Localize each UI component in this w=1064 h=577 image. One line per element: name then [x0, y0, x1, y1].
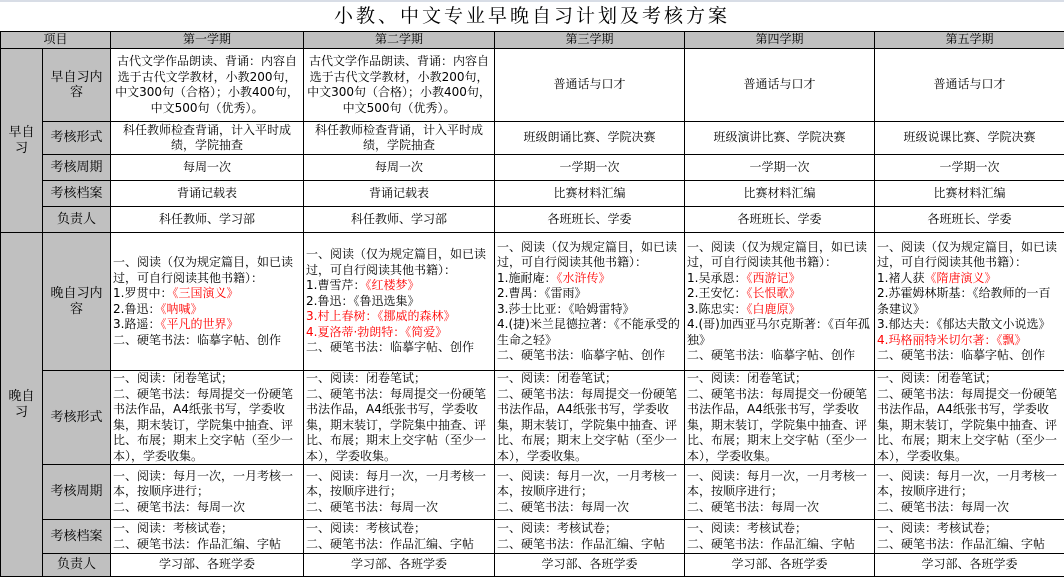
book-item	[113, 317, 301, 333]
book-item	[497, 302, 682, 318]
evening-content-cell	[495, 233, 685, 371]
book-item	[687, 302, 872, 318]
header-semester-2: 第二学期	[304, 32, 495, 49]
book-title: 《白鹿原》	[746, 302, 800, 316]
cell: 普通话与口才	[495, 49, 685, 122]
cell: 古代文学作品朗读、背诵：内容自选于古代文学教材，小教200句，中文300句（合格）；小教400句，中文500句（优秀）。	[111, 49, 304, 122]
cell-line: 一、阅读：闭卷笔试；	[113, 371, 301, 387]
cell: 学习部、各班学委	[875, 554, 1064, 577]
group-morning: 早自习	[1, 49, 43, 233]
book-item	[497, 317, 682, 348]
cell: 各班班长、学委	[495, 207, 685, 233]
row-label: 考核档案	[43, 520, 111, 554]
book-item	[113, 286, 301, 302]
cell-line: 一、阅读：考核试卷；	[113, 521, 301, 537]
book-author: 4.玛格丽特米切尔著：	[877, 333, 996, 347]
book-item	[877, 333, 1062, 349]
cell-line: 一、阅读：每月一次，一月考核一本，按顺序进行；	[877, 469, 1062, 500]
calligraphy-line: 二、硬笔书法：临摹字帖、创作	[497, 348, 682, 364]
cell-line: 二、硬笔书法：每周提交一份硬笔书法作品，A4纸张书写，学委收集，期末装订，学院集中抽查、评比、布展；期末上交字帖（至少一本），学委收集。	[113, 387, 301, 465]
cell: 科任教师、学习部	[111, 207, 304, 233]
book-title: 《挪威的森林》	[377, 309, 455, 323]
row-label: 晚自习内容	[43, 233, 111, 371]
reading-intro: 一、阅读（仅为规定篇目，如已读过，可自行阅读其他书籍）：	[306, 247, 486, 277]
book-author: 1.曹雪芹：	[306, 278, 365, 292]
book-item	[877, 286, 1062, 317]
book-item	[306, 278, 492, 294]
book-author: 1.吴承恩：	[687, 271, 746, 285]
cell-line: 二、硬笔书法：每周一次	[497, 500, 682, 516]
book-author: 4.(捷)米兰昆德拉著：	[497, 317, 614, 331]
cell: 古代文学作品朗读、背诵：内容自选于古代文学教材，小教200句，中文300句（合格）；小教400句，中文500句（优秀）。	[304, 49, 495, 122]
book-title: 《郁达夫散文小说选》	[936, 317, 1050, 331]
cell: 学习部、各班学委	[685, 554, 875, 577]
cell-line: 一、阅读：考核试卷；	[306, 521, 492, 537]
cell: 班级演讲比赛、学院决赛	[685, 122, 875, 155]
row-label: 考核形式	[43, 122, 111, 155]
cell-line: 一、阅读：每月一次，一月考核一本，按顺序进行；	[306, 469, 492, 500]
row-label: 考核周期	[43, 465, 111, 520]
calligraphy-line: 二、硬笔书法：临摹字帖、创作	[306, 340, 492, 356]
book-item	[687, 271, 872, 287]
reading-intro: 一、阅读（仅为规定篇目，如已读过，可自行阅读其他书籍）：	[877, 240, 1057, 270]
cell	[495, 371, 685, 465]
cell: 一学期一次	[685, 155, 875, 181]
cell	[111, 520, 304, 554]
book-author: 2.苏霍姆林斯基：	[877, 286, 972, 300]
header-row	[1, 32, 1064, 49]
evening-cycle-row	[1, 465, 1064, 520]
cell-line: 一、阅读：考核试卷；	[497, 521, 682, 537]
cell: 比赛材料汇编	[875, 181, 1064, 207]
book-author: 1.罗贯中：	[113, 286, 172, 300]
cell: 科任教师检查背诵，计入平时成绩，学院抽查	[304, 122, 495, 155]
cell: 学习部、各班学委	[111, 554, 304, 577]
book-title: 《平凡的世界》	[160, 317, 238, 331]
cell: 一学期一次	[495, 155, 685, 181]
cell: 班级说课比赛、学院决赛	[875, 122, 1064, 155]
evening-owner-row	[1, 554, 1064, 577]
book-author: 1.褚人获	[877, 271, 924, 285]
book-item	[306, 325, 492, 341]
row-label: 考核形式	[43, 371, 111, 465]
cell	[304, 465, 495, 520]
book-author: 3.陈忠实：	[687, 302, 746, 316]
book-author: 3.郁达夫：	[877, 317, 936, 331]
row-label: 负责人	[43, 207, 111, 233]
cell-line: 一、阅读：每月一次，一月考核一本，按顺序进行；	[113, 469, 301, 500]
row-label: 考核周期	[43, 155, 111, 181]
cell: 学习部、各班学委	[495, 554, 685, 577]
cell-line: 二、硬笔书法：作品汇编、字帖	[497, 537, 682, 553]
book-title: 《飘》	[996, 333, 1026, 347]
cell-line: 二、硬笔书法：作品汇编、字帖	[877, 537, 1062, 553]
header-item: 项目	[1, 32, 111, 49]
book-title: 《呐喊》	[160, 302, 202, 316]
cell: 比赛材料汇编	[495, 181, 685, 207]
book-item	[877, 271, 1062, 287]
page-title: 小教、中文专业早晚自习计划及考核方案	[0, 0, 1064, 31]
cell-line: 二、硬笔书法：每周提交一份硬笔书法作品，A4纸张书写，学委收集，期末装订，学院集中抽查、评比、布展；期末上交字帖（至少一本），学委收集。	[497, 387, 682, 465]
cell-line: 二、硬笔书法：每周提交一份硬笔书法作品，A4纸张书写，学委收集，期末装订，学院集中抽查、评比、布展；期末上交字帖（至少一本），学委收集。	[687, 387, 872, 465]
reading-intro: 一、阅读（仅为规定篇目，如已读过，可自行阅读其他书籍）：	[497, 240, 677, 270]
book-title: 《水浒传》	[556, 271, 610, 285]
book-item	[687, 286, 872, 302]
cell-line: 一、阅读：每月一次，一月考核一本，按顺序进行；	[497, 469, 682, 500]
cell-line: 一、阅读：闭卷笔试；	[306, 371, 492, 387]
cell-line: 一、阅读：闭卷笔试；	[687, 371, 872, 387]
cell-line: 二、硬笔书法：每周提交一份硬笔书法作品，A4纸张书写，学委收集，期末装订，学院集中抽查、评比、布展；期末上交字帖（至少一本），学委收集。	[306, 387, 492, 465]
book-item	[497, 286, 682, 302]
cell: 每周一次	[111, 155, 304, 181]
morning-cycle-row	[1, 155, 1064, 181]
cell-line: 一、阅读：闭卷笔试；	[497, 371, 682, 387]
book-author: 4.夏洛蒂·勃朗特：	[306, 325, 405, 339]
book-author: 4.(哥)加西亚马尔克斯著：	[687, 317, 828, 331]
header-semester-1: 第一学期	[111, 32, 304, 49]
morning-assessment-row	[1, 122, 1064, 155]
book-title: 《雷雨》	[544, 286, 586, 300]
book-title: 《给教师的一百条建议》	[877, 286, 1050, 316]
cell: 学习部、各班学委	[304, 554, 495, 577]
cell	[685, 371, 875, 465]
row-label: 考核档案	[43, 181, 111, 207]
book-title: 《哈姆雷特》	[568, 302, 634, 316]
cell-line: 二、硬笔书法：每周提交一份硬笔书法作品，A4纸张书写，学委收集，期末装订，学院集中抽查、评比、布展；期末上交字帖（至少一本），学委收集。	[877, 387, 1062, 465]
group-evening: 晚自习	[1, 233, 43, 577]
book-author: 2.王安忆：	[687, 286, 746, 300]
evening-content-cell	[111, 233, 304, 371]
row-label: 负责人	[43, 554, 111, 577]
morning-owner-row	[1, 207, 1064, 233]
cell	[304, 520, 495, 554]
book-item	[877, 317, 1062, 333]
book-author: 1.施耐庵：	[497, 271, 556, 285]
book-item	[687, 317, 872, 348]
cell: 一学期一次	[875, 155, 1064, 181]
morning-content-row	[1, 49, 1064, 122]
evening-assessment-row	[1, 371, 1064, 465]
cell-line: 二、硬笔书法：每周一次	[877, 500, 1062, 516]
cell-line: 二、硬笔书法：作品汇编、字帖	[113, 537, 301, 553]
book-title: 《不能承受的生命之轻》	[497, 317, 680, 347]
header-semester-3: 第三学期	[495, 32, 685, 49]
calligraphy-line: 二、硬笔书法：临摹字帖、创作	[113, 333, 301, 349]
cell: 比赛材料汇编	[685, 181, 875, 207]
book-item	[497, 271, 682, 287]
book-title: 《百年孤独》	[687, 317, 870, 347]
book-item	[113, 302, 301, 318]
book-author: 2.鲁迅：	[306, 294, 353, 308]
cell-line: 二、硬笔书法：每周一次	[306, 500, 492, 516]
reading-intro: 一、阅读（仅为规定篇目，如已读过，可自行阅读其他书籍）：	[687, 240, 867, 270]
cell: 背诵记载表	[111, 181, 304, 207]
cell-line: 二、硬笔书法：每周一次	[113, 500, 301, 516]
plan-table	[0, 31, 1064, 577]
book-title: 《简爱》	[405, 325, 447, 339]
book-title: 《西游记》	[746, 271, 800, 285]
evening-content-cell	[685, 233, 875, 371]
cell-line: 一、阅读：每月一次，一月考核一本，按顺序进行；	[687, 469, 872, 500]
cell	[875, 371, 1064, 465]
cell-line: 一、阅读：考核试卷；	[877, 521, 1062, 537]
calligraphy-line: 二、硬笔书法：临摹字帖、创作	[877, 348, 1062, 364]
cell-line: 二、硬笔书法：每周一次	[687, 500, 872, 516]
cell: 普通话与口才	[875, 49, 1064, 122]
book-author: 3.村上春树：	[306, 309, 377, 323]
calligraphy-line: 二、硬笔书法：临摹字帖、创作	[687, 348, 872, 364]
cell: 各班班长、学委	[875, 207, 1064, 233]
cell: 普通话与口才	[685, 49, 875, 122]
cell: 背诵记载表	[304, 181, 495, 207]
cell	[685, 465, 875, 520]
cell	[495, 465, 685, 520]
cell: 科任教师、学习部	[304, 207, 495, 233]
cell	[875, 465, 1064, 520]
cell-line: 一、阅读：闭卷笔试；	[877, 371, 1062, 387]
reading-intro: 一、阅读（仅为规定篇目，如已读过，可自行阅读其他书籍）：	[113, 255, 293, 285]
cell-line: 二、硬笔书法：作品汇编、字帖	[306, 537, 492, 553]
evening-content-cell	[875, 233, 1064, 371]
book-author: 2.曹禺：	[497, 286, 544, 300]
book-title: 《三国演义》	[172, 286, 238, 300]
cell: 科任教师检查背诵，计入平时成绩，学院抽查	[111, 122, 304, 155]
cell-line: 一、阅读：考核试卷；	[687, 521, 872, 537]
book-author: 3.莎士比亚：	[497, 302, 568, 316]
cell	[111, 371, 304, 465]
row-label: 早自习内容	[43, 49, 111, 122]
evening-content-cell	[304, 233, 495, 371]
book-author: 3.路遥：	[113, 317, 160, 331]
book-title: 《鲁迅选集》	[353, 294, 419, 308]
cell	[495, 520, 685, 554]
cell	[304, 371, 495, 465]
cell-line: 二、硬笔书法：作品汇编、字帖	[687, 537, 872, 553]
book-item	[306, 294, 492, 310]
book-title: 《红楼梦》	[365, 278, 419, 292]
morning-archive-row	[1, 181, 1064, 207]
book-title: 《隋唐演义》	[924, 271, 996, 285]
book-title: 《长恨歌》	[746, 286, 800, 300]
cell: 每周一次	[304, 155, 495, 181]
header-semester-5: 第五学期	[875, 32, 1064, 49]
cell: 班级朗诵比赛、学院决赛	[495, 122, 685, 155]
cell	[875, 520, 1064, 554]
cell	[685, 520, 875, 554]
book-author: 2.鲁迅：	[113, 302, 160, 316]
book-item	[306, 309, 492, 325]
cell	[111, 465, 304, 520]
header-semester-4: 第四学期	[685, 32, 875, 49]
evening-content-row	[1, 233, 1064, 371]
cell: 各班班长、学委	[685, 207, 875, 233]
evening-archive-row	[1, 520, 1064, 554]
